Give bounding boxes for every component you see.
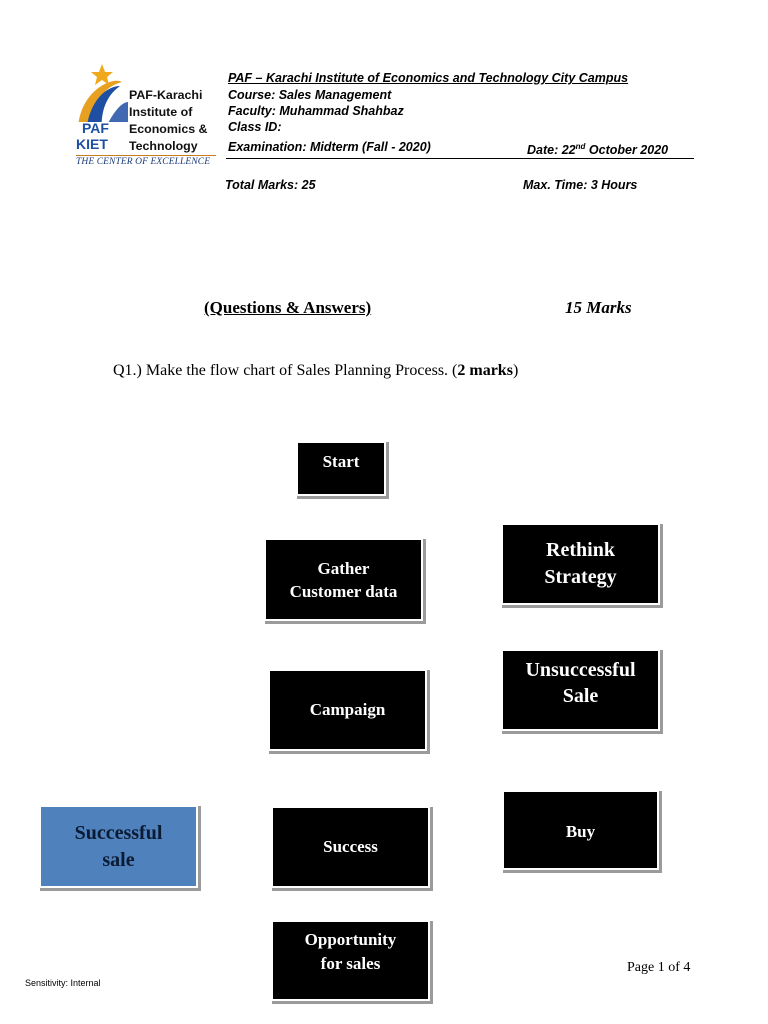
date-prefix: Date: 22 <box>527 143 576 158</box>
flow-box-opportunity <box>273 922 428 999</box>
flow-box-label: Start <box>322 452 360 471</box>
date-suffix: October 2020 <box>585 143 669 158</box>
institute-name: PAF – Karachi Institute of Economics and Technology City Campus <box>228 71 629 85</box>
flow-box-start <box>298 443 384 494</box>
logo-badge-top: PAF <box>82 120 109 136</box>
max-time: Max. Time: 3 Hours <box>523 178 638 192</box>
section-marks: 15 Marks <box>565 298 632 317</box>
date-ordinal: nd <box>575 142 586 151</box>
flow-box-unsuccessful-sale <box>503 651 658 729</box>
flow-box-label: for sales <box>320 954 381 973</box>
flow-box-campaign <box>270 671 425 749</box>
course-line: Course: Sales Management <box>228 88 392 102</box>
flow-box-label: Successful <box>74 821 163 844</box>
flow-box-label: sale <box>102 848 135 871</box>
exam-date <box>527 139 668 158</box>
flow-box-successful-sale <box>41 807 196 886</box>
flow-box-label: Strategy <box>544 566 617 588</box>
flow-box-label: Rethink <box>546 539 615 561</box>
flow-box-label: Opportunity <box>304 930 397 949</box>
logo-line: Institute of <box>129 105 193 119</box>
class-id-line: Class ID: <box>228 120 282 134</box>
logo-badge-bottom: KIET <box>76 136 108 152</box>
question-1-marks: 2 marks <box>457 362 513 379</box>
flow-box-gather-data <box>266 540 421 619</box>
flow-box-label: Sale <box>562 685 599 707</box>
logo-tagline: THE CENTER OF EXCELLENCE <box>76 155 216 167</box>
total-marks: Total Marks: 25 <box>225 178 316 192</box>
sensitivity-label: Sensitivity: Internal <box>25 978 101 988</box>
logo-line: Economics & <box>129 122 208 136</box>
section-heading: (Questions & Answers) <box>204 298 372 317</box>
logo-line: Technology <box>129 139 198 153</box>
flow-box-success <box>273 808 428 886</box>
examination-line: Examination: Midterm (Fall - 2020) <box>228 140 431 154</box>
flow-box-label: Campaign <box>309 700 386 719</box>
flow-box-label: Success <box>323 837 378 856</box>
institute-logo <box>72 62 214 170</box>
flow-box-label: Customer data <box>289 581 398 601</box>
logo-line: PAF-Karachi <box>129 88 203 102</box>
flow-box-rethink-strategy <box>503 525 658 603</box>
logo-wordmark <box>129 87 208 155</box>
flow-box-label: Unsuccessful <box>525 659 636 681</box>
question-1 <box>113 362 518 380</box>
page-number: Page 1 of 4 <box>627 960 691 975</box>
flow-box-label: Gather <box>317 558 370 578</box>
question-1-text: Q1.) Make the flow chart of Sales Planning Process. ( <box>113 362 458 379</box>
header-divider <box>226 158 694 159</box>
flow-box-buy <box>504 792 657 868</box>
flow-box-label: Buy <box>565 822 596 841</box>
faculty-line: Faculty: Muhammad Shahbaz <box>228 104 404 118</box>
question-1-close: ) <box>512 362 519 379</box>
